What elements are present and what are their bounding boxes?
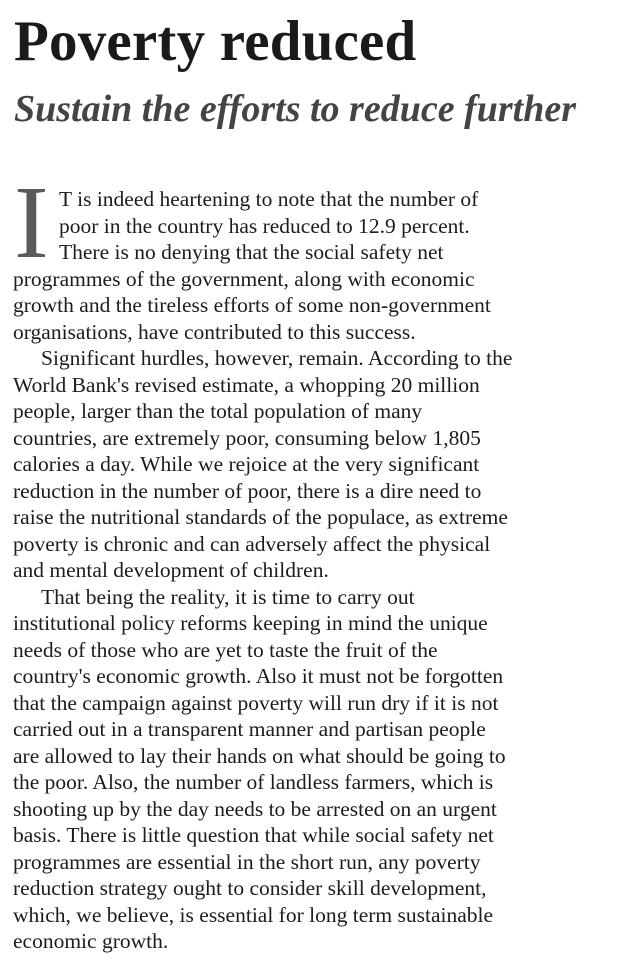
headline: Poverty reduced xyxy=(14,10,417,73)
body-line: the poor. Also, the number of landless farmers, which is xyxy=(13,770,494,794)
body-line: poor in the country has reduced to 12.9 percent. xyxy=(59,213,470,238)
body-line: reduction strategy ought to consider skill development, xyxy=(13,876,487,900)
body-line: organisations, have contributed to this success. xyxy=(13,319,416,344)
body-line: T is indeed heartening to note that the number of xyxy=(59,187,479,211)
body-line: and mental development of children. xyxy=(13,558,329,582)
body-line: Significant hurdles, however, remain. According to the xyxy=(41,346,513,370)
body-line: There is no denying that the social safety net xyxy=(59,240,444,264)
subheadline: Sustain the efforts to reduce further xyxy=(14,88,576,130)
body-line: economic growth. xyxy=(13,929,169,953)
body-line: growth and the tireless efforts of some non-government xyxy=(13,293,491,317)
body-line: basis. There is little question that while social safety net xyxy=(13,823,494,847)
body-line: That being the reality, it is time to carry out xyxy=(41,584,415,609)
article-body xyxy=(13,186,638,955)
body-line: carried out in a transparent manner and partisan people xyxy=(13,717,486,741)
body-line: World Bank's revised estimate, a whopping 20 million xyxy=(13,372,480,397)
body-line: programmes are essential in the short run, any poverty xyxy=(13,849,481,874)
body-line: institutional policy reforms keeping in mind the unique xyxy=(13,611,488,635)
body-line: calories a day. While we rejoice at the very significant xyxy=(13,452,480,476)
body-line: countries, are extremely poor, consuming below 1,805 xyxy=(13,425,481,450)
body-line: reduction in the number of poor, there is a dire need to xyxy=(13,478,482,503)
body-line: people, larger than the total population of many xyxy=(13,399,423,423)
body-line: raise the nutritional standards of the populace, as extreme xyxy=(13,505,508,529)
body-line: are allowed to lay their hands on what should be going to xyxy=(13,743,506,768)
drop-cap: I xyxy=(14,165,49,280)
body-line: country's economic growth. Also it must not be forgotten xyxy=(13,664,504,688)
body-line: shooting up by the day needs to be arrested on an urgent xyxy=(13,796,497,821)
body-line: needs of those who are yet to taste the fruit of the xyxy=(13,637,438,662)
body-line: programmes of the government, along with economic xyxy=(13,266,475,291)
body-line: poverty is chronic and can adversely affect the physical xyxy=(13,531,491,556)
body-line: which, we believe, is essential for long term sustainable xyxy=(13,902,494,927)
body-line: that the campaign against poverty will run dry if it is not xyxy=(13,690,499,715)
